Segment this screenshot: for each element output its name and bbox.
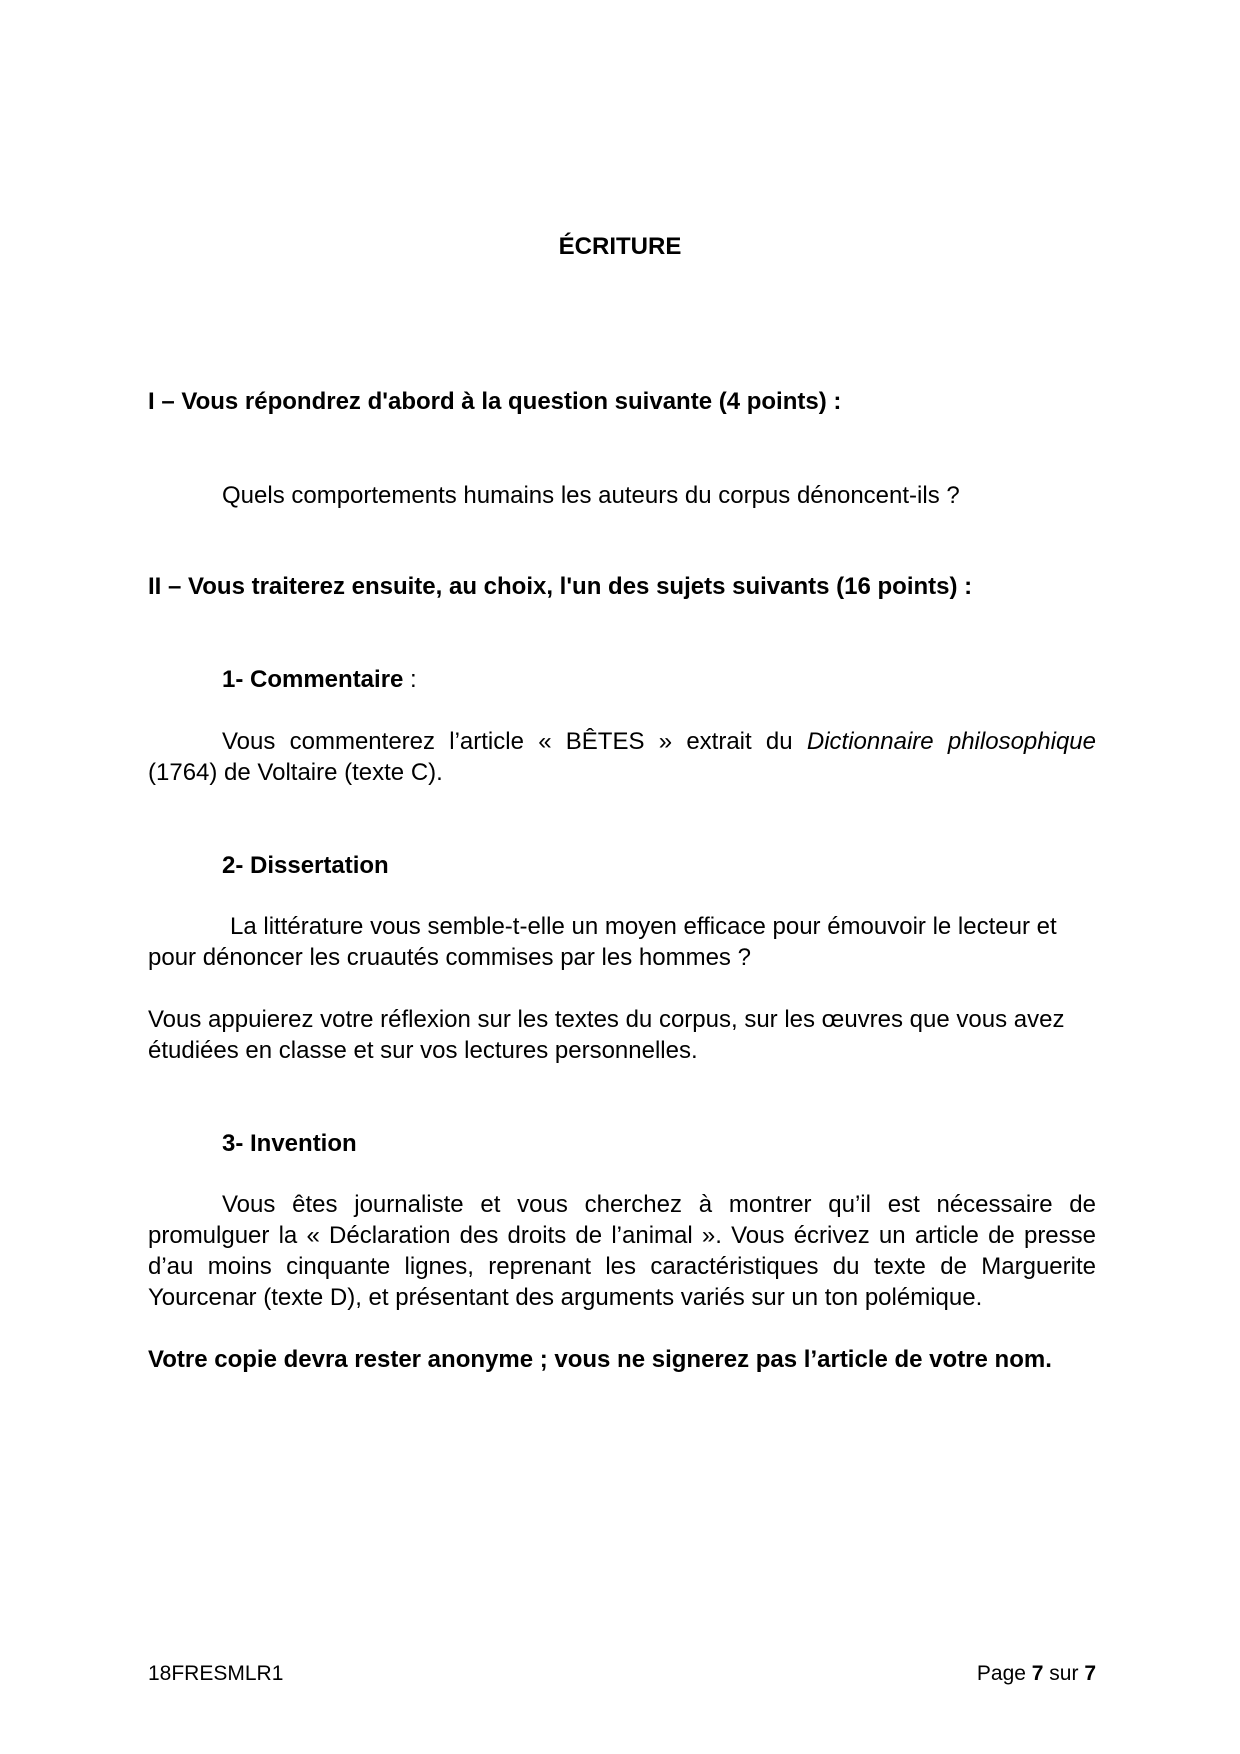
- dissertation-question: La littérature vous semble-t-elle un moyen efficace pour émouvoir le lecteur et pour dénoncer les cruautés commises par les hommes ?: [148, 913, 1057, 971]
- section-2-heading: II – Vous traiterez ensuite, au choix, l'un des sujets suivants (16 points) :: [148, 573, 973, 600]
- commentaire-text-before: Vous commenterez l’article « BÊTES » extrait du: [222, 728, 807, 755]
- dissertation-heading: 2- Dissertation: [222, 852, 389, 879]
- page-prefix: Page: [976, 1662, 1032, 1685]
- page-total: 7: [1084, 1662, 1096, 1685]
- page-middle: sur: [1043, 1662, 1085, 1685]
- document-code: 18FRESMLR1: [148, 1662, 284, 1685]
- commentaire-label-suffix: :: [403, 666, 417, 693]
- invention-note: Votre copie devra rester anonyme ; vous ne signerez pas l’article de votre nom.: [148, 1346, 1052, 1373]
- page-title: ÉCRITURE: [558, 233, 682, 260]
- page-number: [977, 1662, 1096, 1686]
- commentaire-text: [148, 726, 1096, 788]
- commentaire-heading: [222, 664, 1096, 695]
- dissertation-instructions: Vous appuierez votre réflexion sur les textes du corpus, sur les œuvres que vous avez étudiées en classe et sur vos lectures personnelles.: [148, 1006, 1065, 1064]
- invention-text: Vous êtes journaliste et vous cherchez à montrer qu’il est nécessaire de promulguer la « Déclaration des droits de l’animal ». Vous écrivez un article de presse d’au moins cinquante lignes, reprenant les caractéristiques du texte de Marguerite Yourcenar (texte D), et présentant des arguments variés sur un ton polémique.: [148, 1191, 1096, 1311]
- section-1-question: Quels comportements humains les auteurs du corpus dénoncent-ils ?: [222, 482, 960, 509]
- page-current: 7: [1031, 1662, 1044, 1685]
- invention-heading: 3- Invention: [222, 1130, 357, 1157]
- commentaire-label: 1- Commentaire: [222, 666, 404, 693]
- commentaire-book-title: Dictionnaire philosophique: [806, 728, 1096, 755]
- section-1-heading: I – Vous répondrez d'abord à la question suivante (4 points) :: [148, 388, 842, 415]
- commentaire-text-after: (1764) de Voltaire (texte C).: [148, 759, 443, 786]
